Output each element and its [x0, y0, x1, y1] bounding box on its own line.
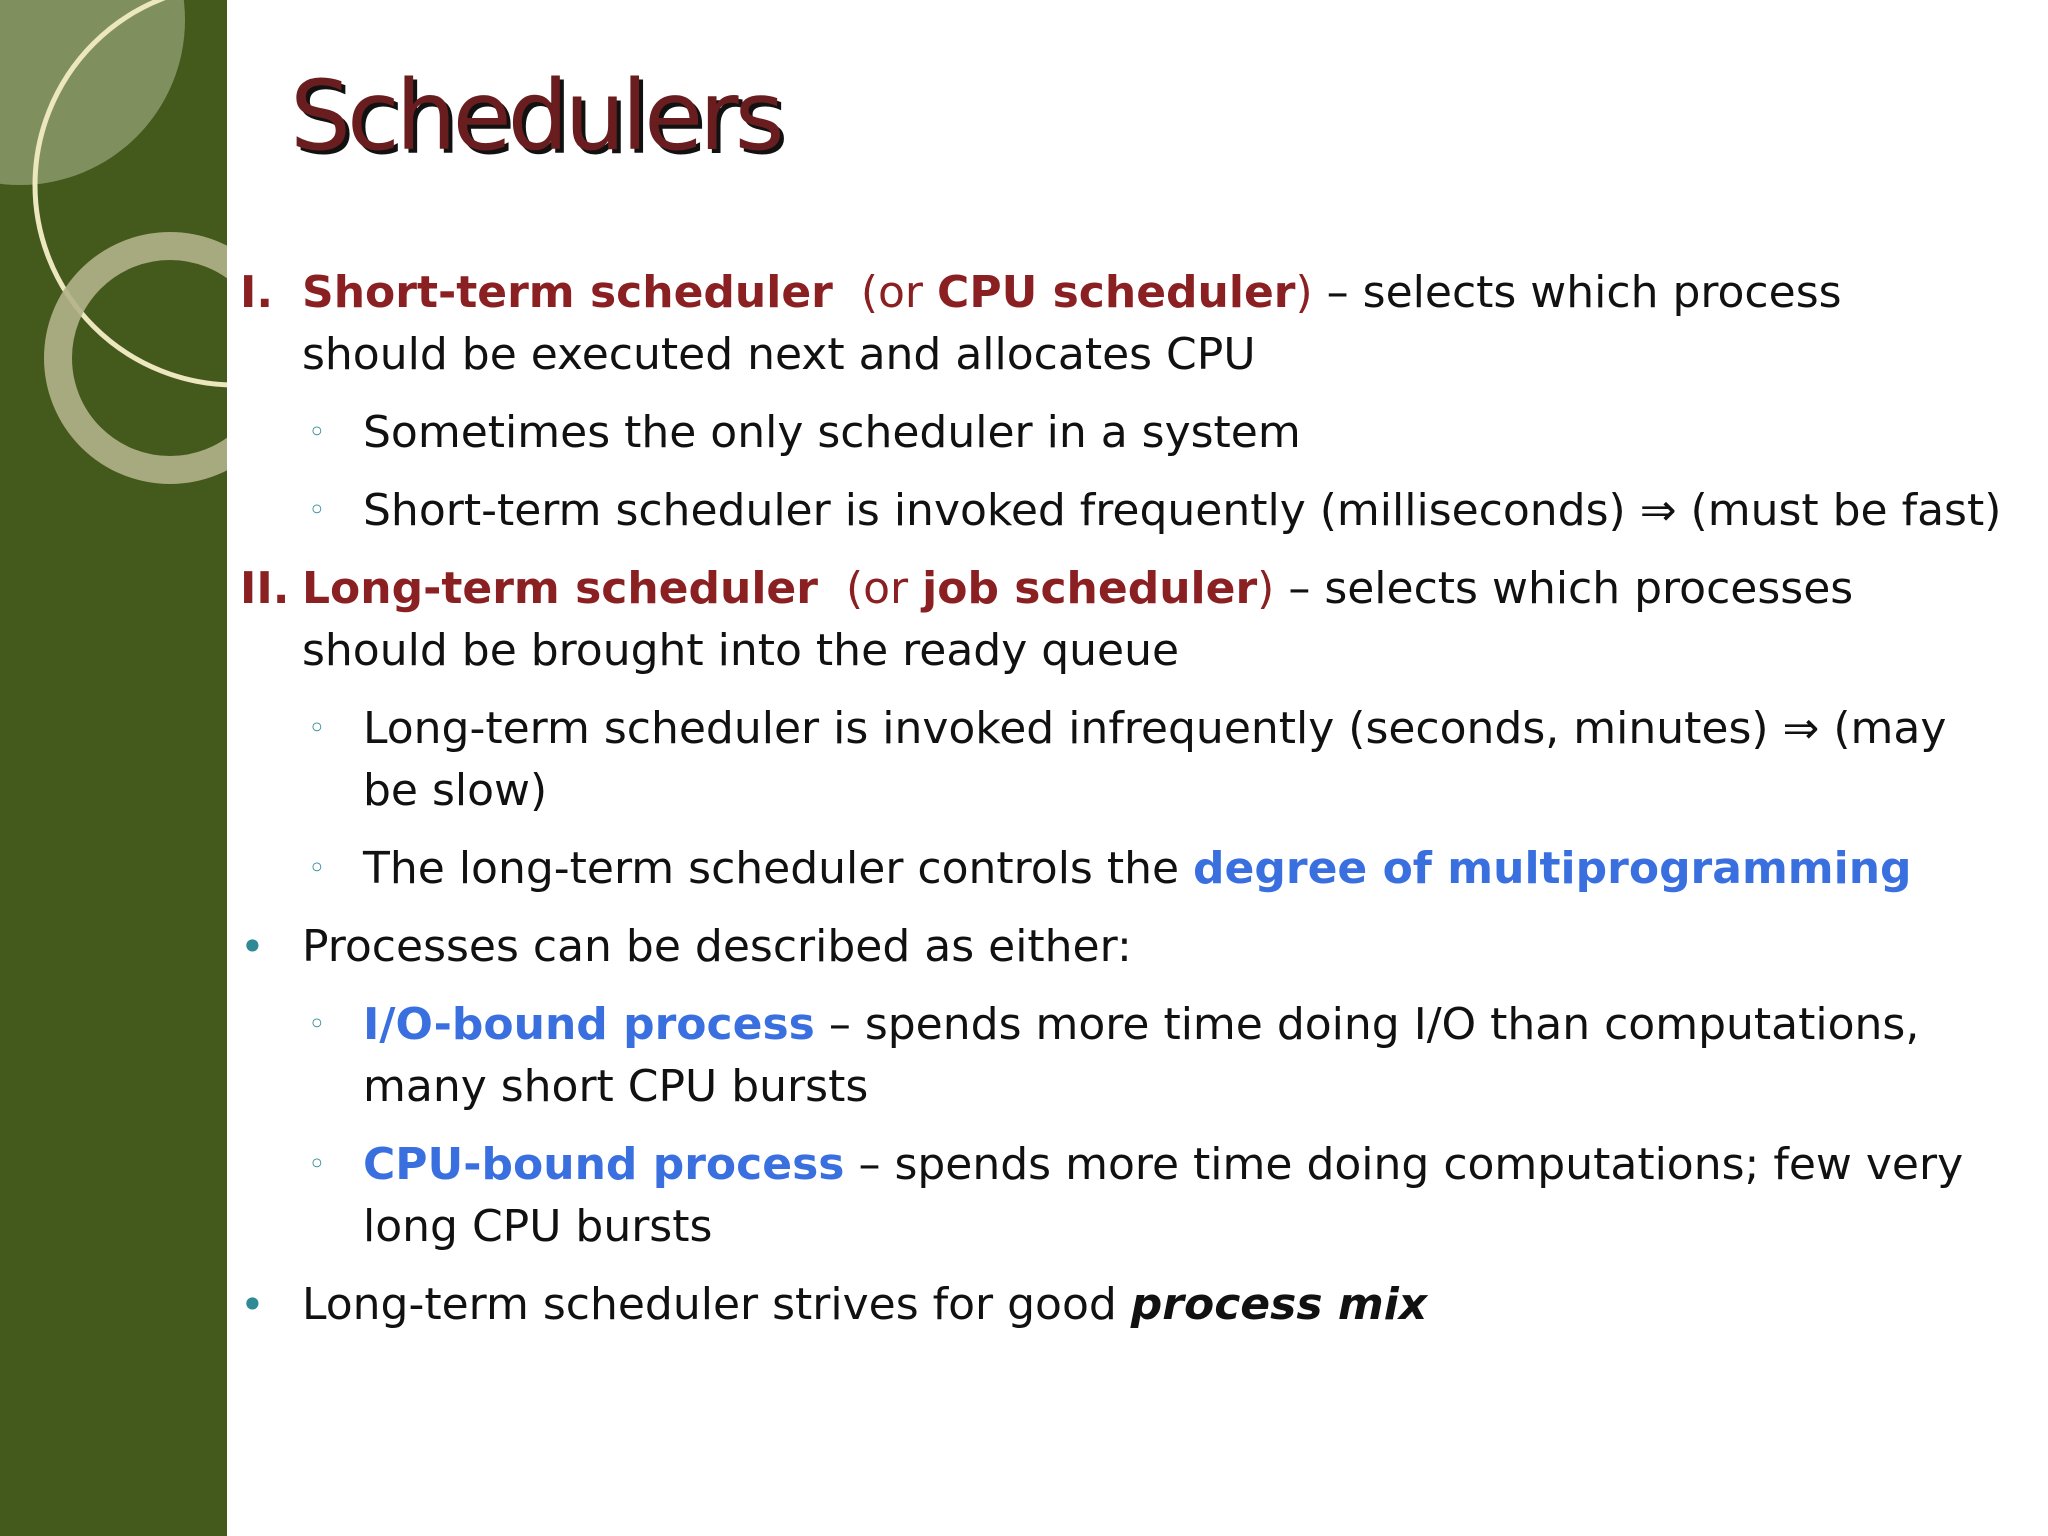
job-scheduler-term: job scheduler: [922, 563, 1258, 614]
roman-numeral-1: I.: [240, 267, 274, 318]
sub-bullet-text: Sometimes the only scheduler in a system: [363, 407, 1301, 458]
long-term-description: – selects which processes should be brought into the ready queue: [302, 563, 1854, 676]
processes-bullet: [240, 916, 1980, 978]
or-open-paren: (or: [845, 563, 909, 614]
large-filled-circle: [0, 0, 185, 185]
degree-of-multiprogramming-term: degree of multiprogramming: [1193, 843, 1912, 894]
sidebar-decoration: [0, 0, 227, 1536]
circle-bullet-icon: ◦: [308, 711, 326, 746]
circle-bullet-icon: ◦: [308, 493, 326, 528]
sub-bullet: [240, 1134, 1980, 1258]
processes-bullet-text: Processes can be described as either:: [302, 921, 1132, 972]
short-term-scheduler-term: Short-term scheduler: [302, 267, 833, 318]
process-mix-text: Long-term scheduler strives for good: [302, 1279, 1117, 1330]
process-mix-emphasis: process mix: [1130, 1279, 1428, 1330]
dot-bullet-icon: •: [240, 1280, 265, 1329]
io-bound-description: – spends more time doing I/O than computations, many short CPU bursts: [363, 999, 1920, 1112]
sub-bullet: [240, 838, 1980, 900]
sub-bullet: [240, 480, 2002, 542]
cpu-bound-description: – spends more time doing computations; few very long CPU bursts: [363, 1139, 1964, 1252]
slide-body: [240, 262, 2002, 1352]
process-mix-bullet: [240, 1274, 1980, 1336]
slide-title: Schedulers: [290, 60, 781, 172]
dot-bullet-icon: •: [240, 922, 265, 971]
io-bound-process-term: I/O-bound process: [363, 999, 815, 1050]
short-term-description: – selects which process should be executed next and allocates CPU: [302, 267, 1842, 380]
circle-bullet-icon: ◦: [308, 851, 326, 886]
circle-bullet-icon: ◦: [308, 1147, 326, 1182]
cpu-bound-process-term: CPU-bound process: [363, 1139, 845, 1190]
close-paren: ): [1295, 267, 1313, 318]
decorative-circles: [0, 0, 227, 1536]
sub-bullet: [240, 698, 1980, 822]
sub-bullet: [240, 402, 1980, 464]
circle-bullet-icon: ◦: [308, 415, 326, 450]
sub-bullet-text: The long-term scheduler controls the: [363, 843, 1180, 894]
sub-bullet: [240, 994, 1980, 1118]
cpu-scheduler-term: CPU scheduler: [937, 267, 1296, 318]
long-term-scheduler-item: [240, 558, 1980, 682]
sub-bullet-text: Short-term scheduler is invoked frequently (milliseconds) ⇒ (must be fast): [363, 485, 2002, 536]
long-term-scheduler-term: Long-term scheduler: [302, 563, 818, 614]
thick-ring: [58, 246, 227, 470]
circle-bullet-icon: ◦: [308, 1007, 326, 1042]
or-open-paren: (or: [860, 267, 924, 318]
roman-numeral-2: II.: [240, 563, 290, 614]
sub-bullet-text: Long-term scheduler is invoked infrequently (seconds, minutes) ⇒ (may be slow): [363, 703, 1947, 816]
short-term-scheduler-item: [240, 262, 1980, 386]
close-paren: ): [1257, 563, 1275, 614]
